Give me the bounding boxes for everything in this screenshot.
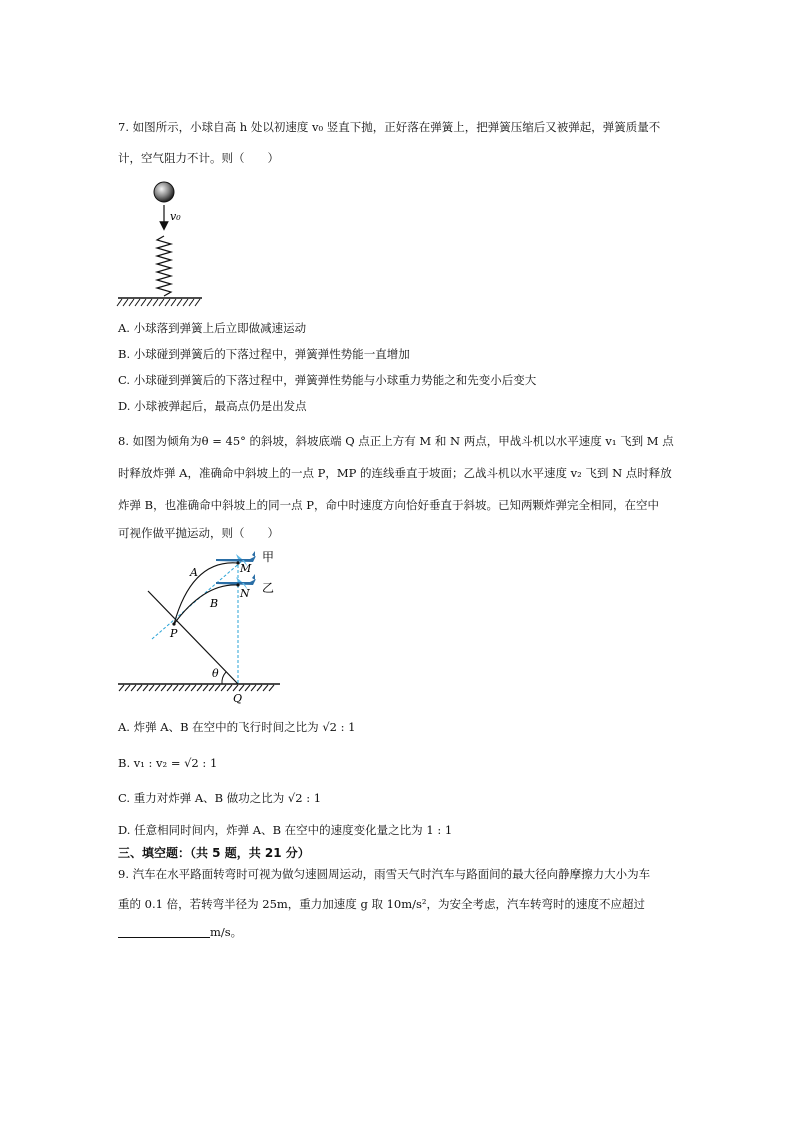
q8-line-2: 时释放炸弹 A，准确命中斜坡上的一点 P，MP 的连线垂直于坡面；乙战斗机以水平速度 v₂ 飞到 N 点时释放 xyxy=(118,466,672,480)
q8-line-1: 8. 如图为倾角为θ = 45° 的斜坡，斜坡底端 Q 点正上方有 M 和 N 两点，甲战斗机以水平速度 v₁ 飞到 M 点 xyxy=(118,434,674,448)
answer-blank[interactable] xyxy=(118,925,210,938)
q7-line-1: 7. 如图所示，小球自高 h 处以初速度 v₀ 竖直下抛，正好落在弹簧上，把弹簧压缩后又被弹起，弹簧质量不 xyxy=(118,120,661,134)
q8-option-c: C. 重力对炸弹 A、B 做功之比为 √2 : 1 xyxy=(118,791,322,805)
plane-yi-icon xyxy=(216,574,256,590)
angle-arc xyxy=(222,672,226,684)
label-b: B xyxy=(210,597,219,610)
q8-line-4: 可视作做平抛运动，则（ ） xyxy=(118,526,279,540)
point-p xyxy=(172,622,175,625)
q7-option-c: C. 小球碰到弹簧后的下落过程中，弹簧弹性势能与小球重力势能之和先变小后变大 xyxy=(118,373,537,387)
q7-option-d: D. 小球被弹起后，最高点仍是出发点 xyxy=(118,399,307,413)
spring xyxy=(157,236,171,296)
q7-option-a: A. 小球落到弹簧上后立即做减速运动 xyxy=(118,321,307,335)
theta-label: θ xyxy=(212,667,219,680)
ball xyxy=(154,182,174,202)
velocity-label: v₀ xyxy=(170,210,181,223)
q7-spring-figure xyxy=(112,178,212,312)
label-jia: 甲 xyxy=(262,550,275,564)
label-a: A xyxy=(190,566,198,579)
label-m: M xyxy=(240,562,252,575)
q7-line-2: 计，空气阻力不计。则（ ） xyxy=(118,151,279,165)
q8-slope-figure xyxy=(112,545,292,707)
ground-hatch xyxy=(117,299,200,306)
q9-line-3 xyxy=(118,924,242,940)
q8-option-d: D. 任意相同时间内，炸弹 A、B 在空中的速度变化量之比为 1 : 1 xyxy=(118,823,453,837)
section-3-heading: 三、填空题：（共 5 题，共 21 分） xyxy=(118,846,310,860)
q7-option-b: B. 小球碰到弹簧后的下落过程中，弹簧弹性势能一直增加 xyxy=(118,347,410,361)
q9-line-1: 9. 汽车在水平路面转弯时可视为做匀速圆周运动，雨雪天气时汽车与路面间的最大径向静摩擦力大小为车 xyxy=(118,867,651,881)
slope xyxy=(148,591,238,684)
ground-hatch xyxy=(119,685,274,691)
label-n: N xyxy=(240,587,250,600)
q8-option-a: A. 炸弹 A、B 在空中的飞行时间之比为 √2 : 1 xyxy=(118,720,356,734)
q8-line-3: 炸弹 B，也准确命中斜坡上的同一点 P，命中时速度方向恰好垂直于斜坡。已知两颗炸弹完全相同，在空中 xyxy=(118,498,659,512)
q8-option-b: B. v₁ : v₂ = √2 : 1 xyxy=(118,756,218,770)
label-p: P xyxy=(170,627,178,640)
label-q: Q xyxy=(233,692,243,705)
q9-unit: m/s。 xyxy=(210,925,243,939)
q9-line-2: 重的 0.1 倍，若转弯半径为 25m，重力加速度 g 取 10m/s²，为安全考虑，汽车转弯时的速度不应超过 xyxy=(118,897,646,911)
label-yi: 乙 xyxy=(262,581,275,595)
trajectory-b xyxy=(174,585,238,624)
